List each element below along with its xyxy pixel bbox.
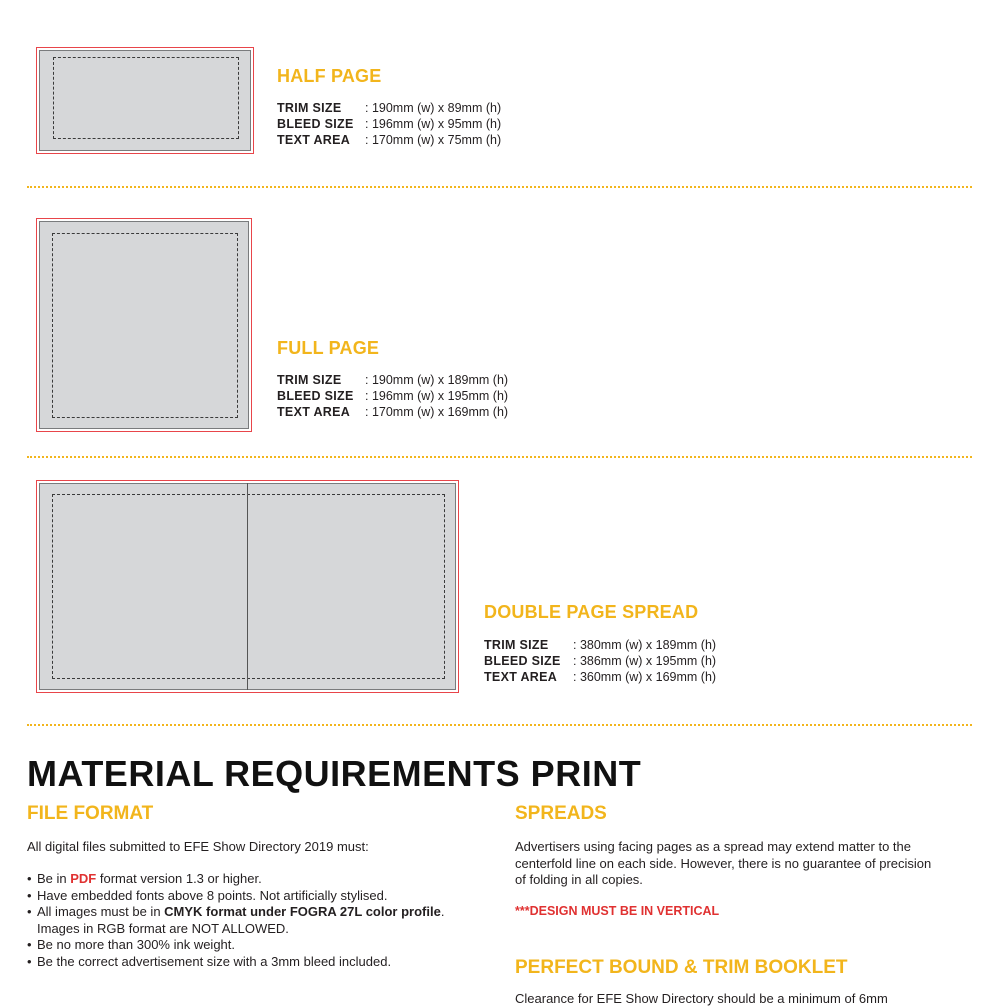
- full-bleed-size: [277, 389, 508, 403]
- bullet-text: All images must be in: [37, 904, 165, 919]
- bullet-text: Images in RGB format are NOT ALLOWED.: [37, 920, 289, 936]
- list-item: • Be no more than 300% ink weight.: [27, 937, 497, 954]
- centerfold-line: [247, 483, 248, 690]
- cmyk-emphasis: CMYK format under FOGRA 27L color profile: [164, 904, 441, 919]
- file-format-list: [27, 871, 497, 970]
- spec-label: TRIM SIZE: [277, 101, 342, 115]
- bullet-text: format version 1.3 or higher.: [96, 871, 262, 886]
- list-item: [27, 871, 497, 888]
- full-text-area: [277, 405, 508, 419]
- spec-label: TEXT AREA: [277, 405, 351, 419]
- spec-label: BLEED SIZE: [277, 389, 354, 403]
- bullet-text: .: [440, 904, 445, 919]
- page-title: MATERIAL REQUIREMENTS PRINT: [27, 753, 642, 794]
- pdf-emphasis: PDF: [70, 871, 97, 886]
- section-divider: [27, 724, 972, 726]
- section-divider: [27, 186, 972, 188]
- full-trim-size: [277, 373, 508, 387]
- spec-value: : 196mm (w) x 195mm (h): [365, 389, 509, 403]
- perfect-bound-text: Clearance for EFE Show Directory should be a minimum of 6mm: [515, 991, 888, 1006]
- spec-label: BLEED SIZE: [277, 117, 354, 131]
- double-page-spread-title: DOUBLE PAGE SPREAD: [484, 602, 699, 622]
- full-page-title: FULL PAGE: [277, 338, 380, 358]
- bullet-text: Be in: [37, 871, 71, 886]
- spread-text-area: [484, 670, 716, 684]
- list-item: • Have embedded fonts above 8 points. Not artificially stylised.: [27, 888, 497, 905]
- spreads-text: Advertisers using facing pages as a spread may extend matter to the centerfold line on each side. However, there is no guarantee of precision of folding in all copies.: [515, 839, 932, 887]
- half-trim-size: [277, 101, 501, 115]
- spread-bleed-size: [484, 654, 716, 668]
- spec-value: : 196mm (w) x 95mm (h): [365, 117, 502, 131]
- spreads-title: SPREADS: [515, 803, 607, 824]
- spec-value: : 360mm (w) x 169mm (h): [573, 670, 717, 684]
- spec-label: TRIM SIZE: [277, 373, 342, 387]
- spec-value: : 380mm (w) x 189mm (h): [573, 638, 717, 652]
- half-text-area: [277, 133, 501, 147]
- spread-trim-size: [484, 638, 716, 652]
- half-bleed-size: [277, 117, 501, 131]
- spec-value: : 386mm (w) x 195mm (h): [573, 654, 717, 668]
- vertical-design-notice: ***DESIGN MUST BE IN VERTICAL: [515, 904, 720, 918]
- list-item: • Be the correct advertisement size with a 3mm bleed included.: [27, 954, 497, 971]
- text-area-outline: [52, 494, 445, 679]
- file-format-title: FILE FORMAT: [27, 803, 154, 824]
- text-area-outline: [52, 233, 238, 418]
- spec-value: : 170mm (w) x 75mm (h): [365, 133, 502, 147]
- spec-label: TEXT AREA: [484, 670, 558, 684]
- file-format-intro: All digital files submitted to EFE Show Directory 2019 must:: [27, 839, 369, 854]
- half-page-title: HALF PAGE: [277, 66, 382, 86]
- section-divider: [27, 456, 972, 458]
- spec-value: : 170mm (w) x 169mm (h): [365, 405, 509, 419]
- spec-label: TRIM SIZE: [484, 638, 549, 652]
- text-area-outline: [53, 57, 239, 139]
- spec-label: BLEED SIZE: [484, 654, 561, 668]
- spec-label: TEXT AREA: [277, 133, 351, 147]
- perfect-bound-title: PERFECT BOUND & TRIM BOOKLET: [515, 957, 848, 978]
- spec-value: : 190mm (w) x 89mm (h): [365, 101, 502, 115]
- list-item: [27, 904, 497, 937]
- spec-value: : 190mm (w) x 189mm (h): [365, 373, 509, 387]
